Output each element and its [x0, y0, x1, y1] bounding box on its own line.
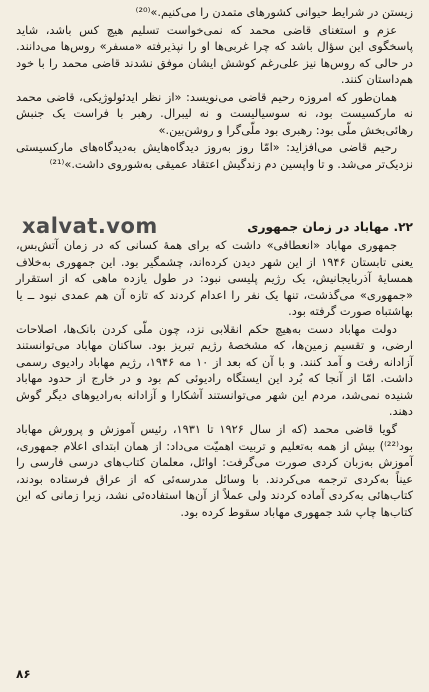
paragraph: زیستن در شرایط حیوانی کشورهای متمدن را می‌کنیم.»⁽²⁰⁾ [135, 5, 413, 19]
paragraph: جمهوری مهاباد «انعطافی» داشت که برای همهٔ کسانی که در زمان آتش‌بس، یعنی تابستان ۱۹۴۶ از این شهر دیدن کرده‌اند، چشمگیر بود. این جمهوری به‌خلاف همسایهٔ آذربایجانیش، یک رژیم پلیسی نبود: در طول یازده ماهی که از استقرار «جمهوری» می‌گذشت، تنها یک نفر را اعدام کردند که تازه آن هم عمدی نبود ــ یا بهاشتباه صورت گرفته بود. [16, 238, 414, 319]
paragraph: همان‌طور که امروزه رحیم قاضی می‌نویسد: «از نظر ایدئولوژیکی، قاضی محمد نه مارکسیست بود، نه سوسیالیست و نه لیبرال. رهبر با فراست یک جنبش رهائی‌بخش ملّی بود: رهبری بود ملّی‌گرا و روشن‌بین.» [16, 89, 413, 137]
watermark-gap [16, 173, 413, 207]
page-text [16, 4, 413, 521]
paragraph: رحیم قاضی می‌افزاید: «امّا روز به‌روز دیدگاه‌هایش به‌دیدگاه‌های مارکسیستی نزدیک‌تر می‌شد. و تا واپسین دم زندگیش اعتقاد عمیقی به‌شوروی داشت.»⁽²¹⁾ [16, 140, 413, 171]
page-number: ۸۶ [16, 667, 31, 681]
section-heading: ۲۲. مهاباد در زمان جمهوری [247, 220, 413, 235]
watermark: xalvat.vom [22, 214, 158, 238]
paragraph: عزم و استغنای قاضی محمد که نمی‌خواست تسلیم هیچ کس باشد، شاید پاسخگوی این سؤال باشد که چرا غربی‌ها او را نپذیرفته «مسفر» روس‌ها می‌دانند. در حالی که روس‌ها نیز علی‌رغم کوشش ایشان موفق نشدند قاضی محمد را با خود هم‌داستان کنند. [16, 22, 413, 87]
paragraph: گویا قاضی محمد (که از سال ۱۹۲۶ تا ۱۹۳۱، رئیس آموزش و پرورش مهاباد بود⁽²²⁾) بیش از همه به‌تعلیم و تربیت اهمیّت می‌داد: از همان ابتدای اعلام جمهوری، آموزش به‌زبان کردی صورت می‌گرفت: اوائل، معلمان کتاب‌های درسی فارسی را عیناً به‌کردی ترجمه می‌کردند. با وسائل مدرسه‌ئی که از عراق فرستاده بودند، کتاب‌هائی به‌کردی آماده کردند ولی عملاً از آن‌ها استفاده‌ئی نشد، زیرا زمانی که این کتاب‌ها چاپ شد جمهوری مهاباد سقوط کرده بود. [16, 422, 413, 519]
paragraph: دولت مهاباد دست به‌هیچ حکم انقلابی نزد، چون ملّی کردن بانک‌ها، اصلاحات ارضی، و تقسیم زمین‌ها، که مشخصهٔ رژیم تبریز بود. ساکنان مهاباد می‌توانستند آزادانه رفت و آمد کنند. و با آن که بعد از ۱۰ مه ۱۹۴۶، رژیم مهاباد رادیوی رسمی داشت. امّا از آنجا که بُرد این ایستگاه رادیوئی کم بود و در خارج از حدود مهاباد شنیده نمی‌شد، مردم این شهر می‌توانستند آشکارا و آزادانه به‌رادیوهای دیگر گوش دهند. [16, 321, 413, 419]
